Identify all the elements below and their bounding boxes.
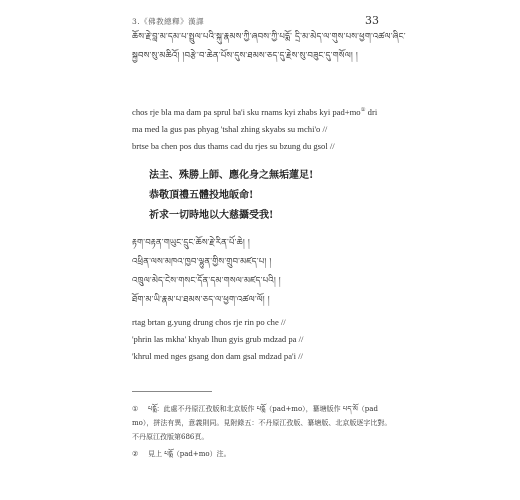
tibetan-line: འཕྲིན་ལས་མཁའ་ཁྱབ་ལྷུན་གྱིས་གྲུབ་མཛད་པ། ། xyxy=(132,257,272,267)
chinese-line: 恭敬頂禮五體投地皈命! xyxy=(149,190,254,201)
transliteration-text: chos rje bla ma dam pa sprul ba'i sku rnams kyi zhabs kyi pad+mo xyxy=(132,107,361,117)
footnote-text: 見上 པདྨོ（pad+mo）注。 xyxy=(148,450,231,458)
page-number: 33 xyxy=(365,14,379,27)
running-title: 3.《佛教總釋》漢譯 xyxy=(132,17,205,26)
transliteration-verse-2 xyxy=(132,314,303,365)
tibetan-verse-2 xyxy=(132,234,281,310)
tibetan-line: རྟག་བརྟན་གཡུང་དྲུང་ཆོས་རྗེ་རིན་པོ་ཆེ། ། xyxy=(132,238,250,248)
tibetan-line: འཁྲུལ་མེད་ངེས་གསང་དོན་དམ་གསལ་མཛད་པའི། ། xyxy=(132,276,281,286)
footnote-marker: ② xyxy=(132,450,139,458)
transliteration-line: rtag brtan g.yung drung chos rje rin po che // xyxy=(132,317,286,327)
footnote-divider xyxy=(132,391,212,392)
transliteration-line: 'phrin las mkha' khyab lhun gyis grub mdzad pa // xyxy=(132,334,304,344)
transliteration-verse-1 xyxy=(132,104,377,155)
tibetan-verse-1 xyxy=(132,28,406,66)
chinese-line: 祈求一切時地以大慈攝受我! xyxy=(149,210,274,221)
footnote-text: པདྨོ：此處不丹原江孜版和北京版作 པདྨོ（pad+mo），纂塘版作 པད་མོ（pad mo），拼法有異，意義則同。見附錄五：不丹原江孜版、纂塘版、北京版逐字比對。不丹原江孜版第686頁。 xyxy=(132,405,392,441)
chinese-line: 法主、殊勝上師、應化身之無垢蓮足! xyxy=(149,170,314,181)
transliteration-line xyxy=(132,104,377,121)
footnote-ref-1[interactable]: ① xyxy=(360,107,366,114)
footnote-marker: ① xyxy=(132,405,139,413)
footnote-1 xyxy=(132,402,392,444)
footnotes xyxy=(132,402,392,464)
transliteration-text: dri xyxy=(365,107,378,117)
chinese-translation-verse-1 xyxy=(149,166,313,226)
footnote-2 xyxy=(132,447,392,461)
tibetan-line: ཐོག་མ་ཡི་རྣམ་པ་ཐམས་ཅད་ལ་ཕྱག་འཚལ་ལོ། ། xyxy=(132,295,270,305)
transliteration-line: ma med la gus pas phyag 'tshal zhing skyabs su mchi'o // xyxy=(132,124,328,134)
transliteration-line: 'khrul med nges gsang don dam gsal mdzad pa'i // xyxy=(132,351,303,361)
tibetan-line: སྐྱབས་སུ་མཆིའོ། །བརྩེ་བ་ཆེན་པོས་དུས་ཐམས་ཅད་དུ་རྗེས་སུ་བཟུང་དུ་གསོལ། ། xyxy=(132,51,358,61)
transliteration-line: brtse ba chen pos dus thams cad du rjes su bzung du gsol // xyxy=(132,141,335,151)
tibetan-line: ཆོས་རྗེ་བླ་མ་དམ་པ་སྤྲུལ་པའི་སྐུ་རྣམས་ཀྱི་ཞབས་ཀྱི་པདྨོ་ དྲི་མ་མེད་ལ་གུས་པས་ཕྱག་འཚལ་ཞིང་ xyxy=(132,32,406,42)
